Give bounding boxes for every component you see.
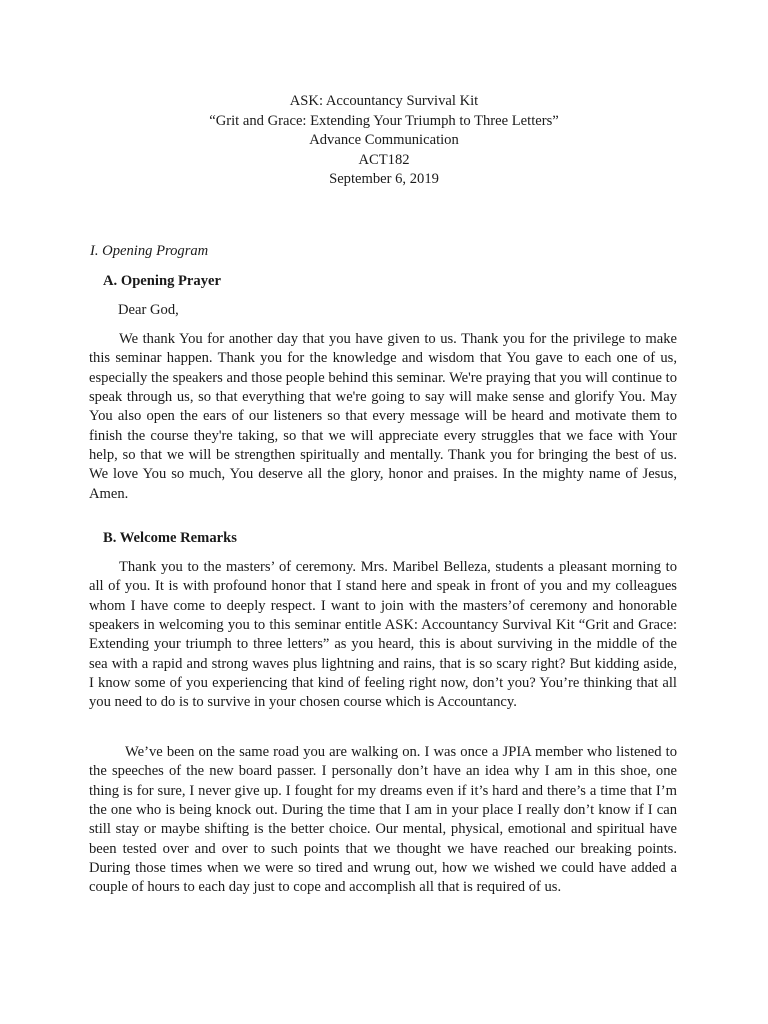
welcome-paragraph-2-text: We’ve been on the same road you are walking on. I was once a JPIA member who listened to the speeches of the new board passer. I personally don’t have an idea why I am in this shoe, one thing is for sure, I never give up. I fought for my dreams even if it’s hard and there’s a time that I’m the one who is being knock out. During the time that I am in your place I really don’t know if I can still stay or maybe shifting is the better choice. Our mental, physical, emotional and spiritual have been tested over and over to such points that we thought we have reached our breaking points. During those times when we were so tired and wrung out, how we wished we could have added a couple of hours to each day just to cope and accomplish all that is required of us. [89, 744, 677, 896]
welcome-paragraph-1-text: Thank you to the masters’ of ceremony. Mrs. Maribel Belleza, students a pleasant morning to all of you. It is with profound honor that I stand here and speak in front of you and my colleagues whom I have come to deeply respect. I want to join with the masters’of ceremony and honorable speakers in welcoming you to this seminar entitle ASK: Accountancy Survival Kit “Grit and Grace: Extending your triumph to three letters” as you heard, this is about surviving in the middle of the sea with a rapid and strong waves plus lightning and rains, that is so scary right? But kidding aside, I know some of you experiencing that kind of feeling right now, don’t you? You’re thinking that all you need to do is to survive in your chosen course which is Accountancy. [89, 559, 677, 711]
course-code: ACT182 [358, 151, 410, 168]
seminar-theme: “Grit and Grace: Extending Your Triumph to Three Letters” [209, 112, 559, 129]
welcome-paragraph-1 [89, 558, 677, 713]
document-date: September 6, 2019 [329, 171, 439, 187]
prayer-paragraph-text: We thank You for another day that you have given to us. Thank you for the privilege to make this seminar happen. Thank you for the knowledge and wisdom that You gave to each one of us, especially the speakers and those people behind this seminar. We're praying that you will continue to speak through us, so that everything that we're going to say will make sense and glorify You. May You also open the ears of our listeners so that every message will be heard and motivate them to finish the course they're taking, so that we will appreciate every struggles that we face with Your help, so that we will be strengthen spiritually and mentally. Thank you for bringing the best of us. We love You so much, You deserve all the glory, honor and praises. In the mighty name of Jesus, Amen. [89, 331, 677, 502]
subsection-title-welcome-remarks: B. Welcome Remarks [103, 530, 237, 546]
seminar-title: ASK: Accountancy Survival Kit [289, 93, 479, 109]
section-title-opening-program: I. Opening Program [90, 243, 209, 259]
prayer-paragraph [89, 330, 677, 504]
course-name: Advance Communication [309, 132, 459, 148]
document-header [0, 92, 768, 190]
prayer-salutation: Dear God, [118, 302, 179, 318]
subsection-title-opening-prayer: A. Opening Prayer [103, 273, 221, 289]
welcome-paragraph-2 [89, 743, 677, 898]
